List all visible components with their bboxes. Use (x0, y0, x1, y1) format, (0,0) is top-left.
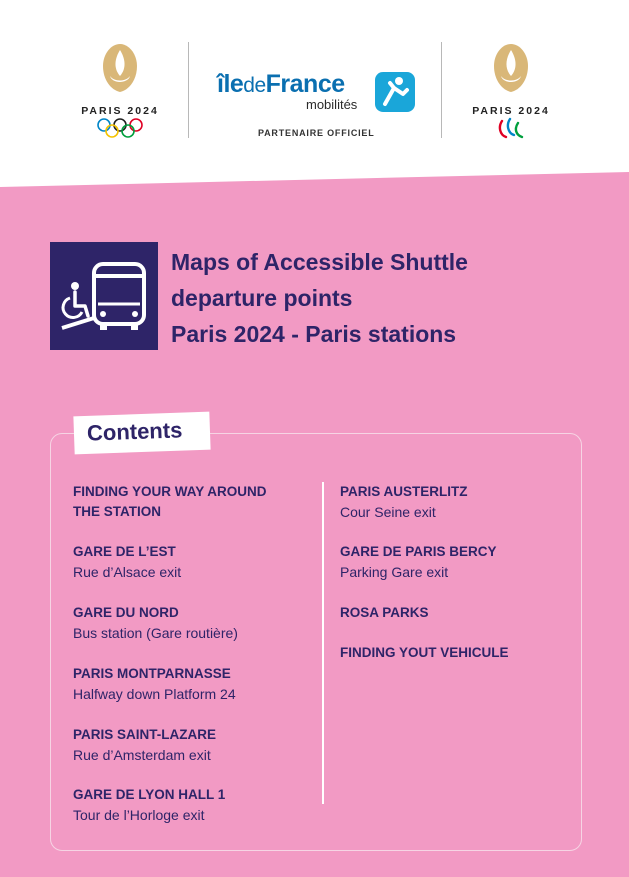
flame-icon (489, 42, 533, 94)
contents-item[interactable] (340, 643, 509, 663)
paris-2024-paralympic-logo (461, 42, 561, 144)
title-line: departure points (171, 285, 353, 311)
contents-item[interactable] (73, 542, 181, 582)
item-name: GARE DE LYON HALL 1 (73, 787, 226, 802)
header-divider (441, 42, 442, 138)
contents-item[interactable] (73, 664, 236, 704)
item-name: GARE DE PARIS BERCY (340, 544, 497, 559)
page-title (171, 244, 468, 352)
item-name: PARIS MONTPARNASSE (73, 666, 231, 681)
contents-item[interactable] (340, 542, 497, 582)
item-name: PARIS AUSTERLITZ (340, 484, 468, 499)
item-name: FINDING YOUR WAY AROUND (73, 484, 267, 499)
title-line: Maps of Accessible Shuttle (171, 249, 468, 275)
item-name: FINDING YOUT VEHICULE (340, 645, 509, 660)
item-name: GARE DE L’EST (73, 544, 176, 559)
flame-icon (98, 42, 142, 94)
title-line: Paris 2024 - Paris stations (171, 321, 457, 347)
header-divider (188, 42, 189, 138)
item-sub: Cour Seine exit (340, 504, 436, 520)
item-sub: Rue d’Amsterdam exit (73, 747, 211, 763)
idfm-sub: mobilités (306, 97, 358, 112)
header-logos (0, 0, 629, 180)
olympic-rings-icon (95, 117, 145, 139)
paris-2024-wordmark: PARIS 2024 (81, 105, 159, 117)
contents-item[interactable] (340, 603, 429, 623)
idfm-name: îledeFrance (217, 70, 345, 98)
contents-heading: Contents (86, 417, 183, 446)
item-name: GARE DU NORD (73, 605, 179, 620)
idfm-person-icon (375, 72, 415, 112)
item-sub: Bus station (Gare routière) (73, 625, 238, 641)
item-sub: Halfway down Platform 24 (73, 686, 236, 702)
item-sub: Tour de l’Horloge exit (73, 807, 205, 823)
agitos-icon (496, 117, 526, 139)
partner-text: PARTENAIRE OFFICIEL (258, 128, 375, 138)
paris-2024-wordmark: PARIS 2024 (472, 105, 550, 117)
contents-item[interactable] (73, 785, 225, 825)
paris-2024-olympic-logo (70, 42, 170, 144)
item-name: THE STATION (73, 504, 161, 519)
contents-item[interactable] (73, 725, 216, 765)
item-sub: Parking Gare exit (340, 564, 449, 580)
item-sub: Rue d’Alsace exit (73, 564, 182, 580)
item-name: PARIS SAINT-LAZARE (73, 727, 217, 742)
column-divider (322, 482, 324, 804)
contents-item[interactable] (340, 482, 468, 522)
item-name: ROSA PARKS (340, 605, 429, 620)
contents-item[interactable] (73, 482, 267, 522)
contents-item[interactable] (73, 603, 238, 643)
accessible-shuttle-icon (50, 242, 158, 350)
